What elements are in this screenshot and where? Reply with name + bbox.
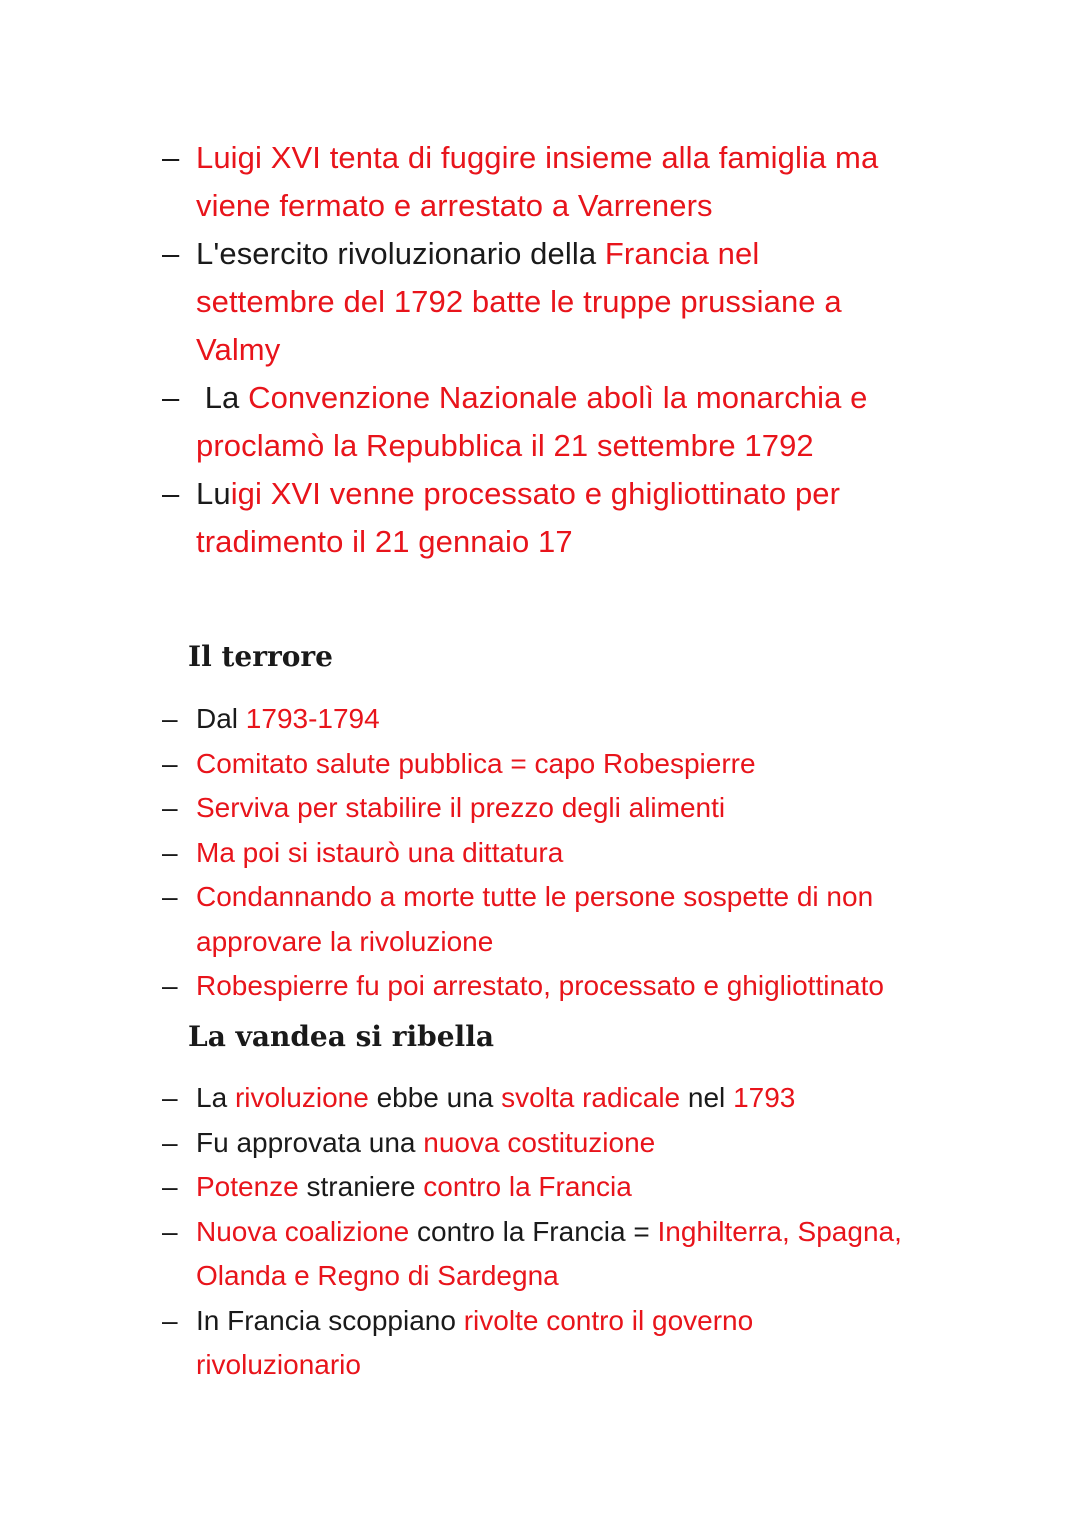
highlighted-text: Ma poi si istaurò una dittatura: [196, 836, 564, 868]
highlighted-text: tradimento il 21 gennaio 17: [196, 524, 573, 559]
highlighted-text: Olanda e Regno di Sardegna: [196, 1260, 559, 1291]
text-line: [196, 326, 956, 374]
text-line: [196, 1165, 956, 1210]
text-line: [196, 1121, 956, 1166]
dash-bullet-icon: [162, 697, 184, 742]
dash-bullet-icon: [162, 230, 184, 278]
highlighted-text: Valmy: [196, 332, 281, 367]
list-item: [0, 230, 956, 374]
list-item: [0, 786, 956, 831]
dash-bullet-icon: [162, 742, 184, 787]
highlighted-text: Serviva per stabilire il prezzo degli alimenti: [196, 792, 726, 823]
dash-bullet-icon: [162, 786, 184, 831]
text-line: [196, 786, 956, 831]
text-line: [196, 875, 956, 920]
text-line: [196, 964, 956, 1009]
text-line: [196, 422, 956, 470]
dash-bullet-icon: [162, 374, 184, 422]
text-line: [196, 831, 956, 876]
list-item: [0, 1299, 956, 1388]
highlighted-text: approvare la rivoluzione: [196, 925, 494, 957]
text-line: [196, 1343, 956, 1388]
text-line: [196, 697, 956, 742]
highlighted-text: igi XVI venne processato e ghigliottinato per: [230, 476, 841, 511]
text-line: [196, 470, 956, 518]
text-line: [196, 1254, 956, 1299]
plain-text: La: [196, 380, 249, 415]
list-item: [0, 1076, 956, 1121]
text-line: [196, 278, 956, 326]
section-heading-vandea: La vandea si ribella: [188, 1020, 494, 1053]
highlighted-text: Inghilterra, Spagna,: [657, 1215, 902, 1247]
list-item: [0, 1210, 956, 1299]
highlighted-text: 1793-1794: [245, 703, 380, 734]
text-line: [196, 1299, 956, 1344]
plain-text: Lu: [196, 476, 231, 511]
highlighted-text: contro la Francia: [423, 1171, 632, 1202]
highlighted-text: rivoluzione: [234, 1082, 369, 1113]
list-item: [0, 742, 956, 787]
list-item: [0, 875, 956, 964]
text-line: [196, 742, 956, 787]
dash-bullet-icon: [162, 134, 184, 182]
highlighted-text: nuova costituzione: [423, 1126, 656, 1158]
highlighted-text: Luigi XVI tenta di fuggire insieme alla famiglia ma: [196, 140, 879, 175]
plain-text: nel: [680, 1082, 734, 1113]
dash-bullet-icon: [162, 1121, 184, 1166]
highlighted-text: svolta radicale: [501, 1082, 681, 1113]
highlighted-text: 1793: [733, 1082, 796, 1113]
text-line: [196, 1076, 956, 1121]
list-item: [0, 134, 956, 230]
plain-text: La: [196, 1082, 235, 1113]
highlighted-text: Francia nel: [604, 236, 760, 271]
plain-text: Dal: [196, 703, 246, 734]
highlighted-text: Condannando a morte tutte le persone sospette di non: [196, 881, 874, 912]
plain-text: Fu approvata una: [196, 1126, 424, 1158]
plain-text: In Francia scoppiano: [196, 1304, 464, 1336]
terror-facts-list: [0, 697, 956, 1009]
plain-text: contro la Francia =: [409, 1215, 658, 1247]
list-item: [0, 697, 956, 742]
vandea-facts-list: [0, 1076, 956, 1388]
dash-bullet-icon: [162, 1210, 184, 1255]
list-item: [0, 964, 956, 1009]
highlighted-text: Nuova coalizione: [196, 1215, 410, 1247]
dash-bullet-icon: [162, 1165, 184, 1210]
text-line: [196, 518, 956, 566]
plain-text: straniere: [298, 1171, 424, 1202]
section-heading-terrore: Il terrore: [188, 640, 333, 673]
text-line: [196, 920, 956, 965]
highlighted-text: Robespierre fu poi arrestato, processato e ghigliottinato: [196, 970, 884, 1001]
dash-bullet-icon: [162, 1076, 184, 1121]
dash-bullet-icon: [162, 875, 184, 920]
highlighted-text: viene fermato e arrestato a Varreners: [196, 188, 713, 223]
dash-bullet-icon: [162, 831, 184, 876]
text-line: [196, 230, 956, 278]
list-item: [0, 831, 956, 876]
highlighted-text: Comitato salute pubblica = capo Robespierre: [196, 747, 756, 779]
highlighted-text: proclamò la Repubblica il 21 settembre 1792: [196, 428, 814, 463]
text-line: [196, 182, 956, 230]
highlighted-text: Convenzione Nazionale abolì la monarchia e: [248, 380, 868, 415]
dash-bullet-icon: [162, 470, 184, 518]
list-item: [0, 1165, 956, 1210]
dash-bullet-icon: [162, 964, 184, 1009]
revolution-events-list: [0, 134, 956, 566]
highlighted-text: settembre del 1792 batte le truppe prussiane a: [196, 284, 842, 319]
text-line: [196, 374, 956, 422]
list-item: [0, 470, 956, 566]
plain-text: L'esercito rivoluzionario della: [196, 236, 605, 271]
highlighted-text: rivoluzionario: [196, 1349, 361, 1380]
dash-bullet-icon: [162, 1299, 184, 1344]
list-item: [0, 1121, 956, 1166]
highlighted-text: Potenze: [196, 1171, 299, 1202]
text-line: [196, 1210, 956, 1255]
highlighted-text: rivolte contro il governo: [463, 1304, 754, 1336]
text-line: [196, 134, 956, 182]
plain-text: ebbe una: [368, 1082, 502, 1113]
list-item: [0, 374, 956, 470]
